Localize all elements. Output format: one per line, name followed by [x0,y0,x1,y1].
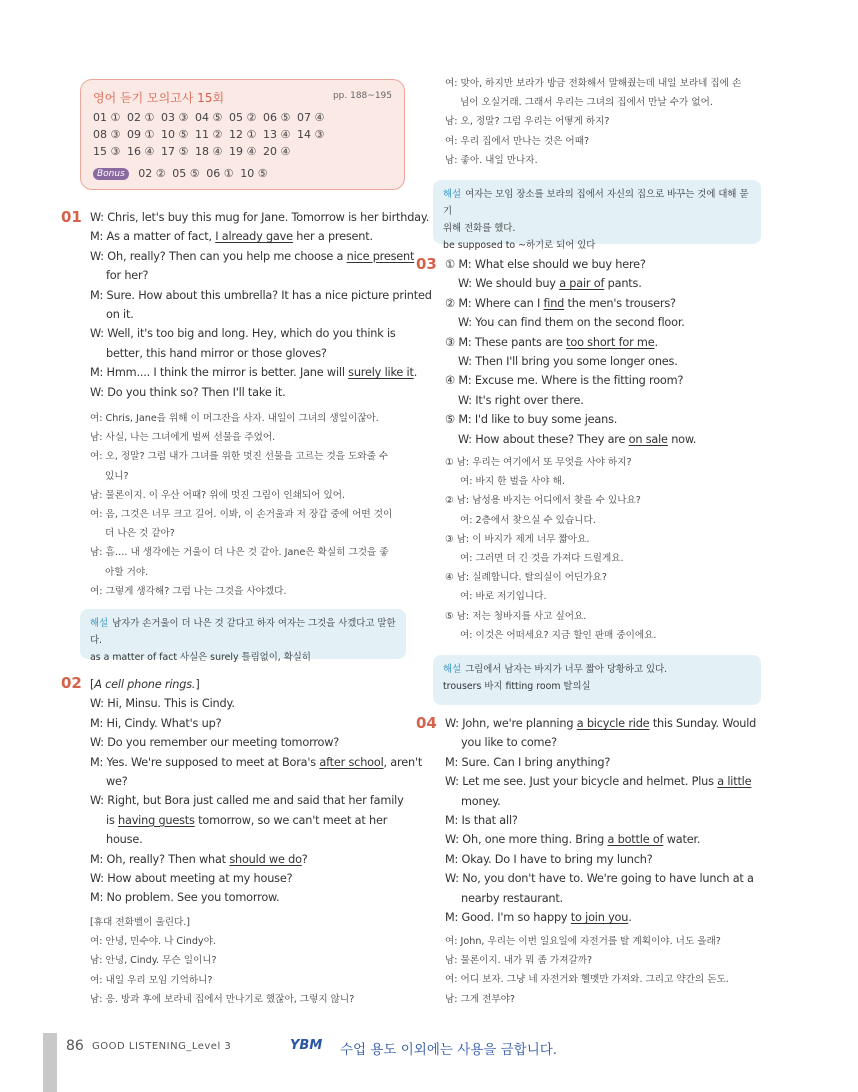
dialogue-line: ② M: Where can I find the men's trousers? [445,296,676,310]
dialogue-line: M: Hmm.... I think the mirror is better. Jane will surely like it. [90,366,418,380]
answer-cell: 02 ① [127,111,155,124]
explanation-line: 위해 전화를 했다. [443,223,516,234]
answer-blank: to join you [570,911,629,925]
explanation-line: 해설 여자는 모임 장소를 보라의 집에서 자신의 집으로 바꾸는 것에 대해 묻기 [443,189,749,217]
bonus-answer: 06 ① [206,167,234,180]
answer-row [93,109,331,126]
dialogue-line: M: No problem. See you tomorrow. [90,891,280,905]
answer-blank: on sale [628,432,668,446]
dialogue-line: W: You can find them on the second floor. [458,316,685,330]
dialogue-line: M: Hi, Cindy. What's up? [90,716,222,730]
answer-cell: 10 ⑤ [161,128,189,141]
explanation-line: as a matter of fact 사실은 surely 틀림없이, 확실히 [90,652,311,663]
dialogue-line: nearby restaurant. [461,891,564,905]
dialogue-line: better, this hand mirror or those gloves? [106,346,327,360]
bonus-answer: 02 ② [138,167,166,180]
translation-line: 여: 우리 집에서 만나는 것은 어때? [445,135,590,147]
translation-line: 남: 좋아. 내일 만나자. [445,154,538,166]
answer-blank: a bottle of [607,833,664,847]
dialogue-line: [A cell phone rings.] [90,678,200,691]
translation-line: 여: 안녕, 민수야. 나 Cindy야. [90,936,216,948]
dialogue-line: W: Right, but Bora just called me and said that her family [90,794,404,808]
dialogue-line: W: Then I'll bring you some longer ones. [458,355,678,369]
translation-line: 여: John, 우리는 이번 일요일에 자전거를 탈 계획이야. 너도 올래? [445,936,721,947]
answer-key-pages: pp. 188~195 [332,91,392,101]
dialogue-line: W: Well, it's too big and long. Hey, which do you think is [90,327,396,341]
translation-line: 더 나은 것 같아? [105,528,175,540]
dialogue-line: M: Sure. How about this umbrella? It has a nice picture printed [90,288,432,302]
translation-line: 여: 그러면 더 긴 것을 가져다 드릴게요. [460,553,624,565]
translation-04 [445,932,729,1009]
bonus-row [93,167,274,180]
answer-row [93,143,331,160]
dialogue-line: M: As a matter of fact, I already gave her a present. [90,230,373,244]
dialogue-line: W: It's right over there. [458,393,584,407]
dialogue-line: W: John, we're planning a bicycle ride this Sunday. Would [445,717,757,730]
dialogue-line: you like to come? [461,736,557,750]
explanation-line: 해설 남자가 손거울이 더 나은 것 같다고 하자 여자는 그것을 사겠다고 말한다. [90,618,396,646]
answer-cell: 03 ③ [161,111,189,124]
brand-logo: YBM [290,1038,323,1053]
answer-row [93,126,331,143]
answer-cell: 17 ⑤ [161,145,189,158]
answer-cell: 15 ③ [93,145,121,158]
dialogue-01 [90,208,432,402]
answer-grid [93,109,331,160]
translation-02-continued [445,74,741,170]
dialogue-line: M: Is that all? [445,814,518,828]
answer-cell: 13 ④ [263,128,291,141]
answer-blank: nice present [346,249,415,263]
answer-blank: a little [717,775,752,789]
translation-line: 여: 맞아, 하지만 보라가 방금 전화해서 말해줬는데 내일 보라네 집에 손 [445,78,742,89]
answer-blank: should we do [229,852,302,866]
dialogue-line: W: Do you remember our meeting tomorrow? [90,736,340,750]
question-number-02: 02 [61,674,82,692]
explanation-01 [80,609,406,663]
answer-cell: 12 ① [229,128,257,141]
translation-line: 여: 2층에서 찾으실 수 있습니다. [460,514,596,526]
answer-key-box [80,79,405,190]
translation-01 [90,409,392,601]
dialogue-line: house. [106,833,143,847]
translation-line: [휴대 전화벨이 울린다.] [90,917,191,928]
translation-line: 여: 바로 저기입니다. [460,591,547,603]
answer-blank: too short for me [566,335,655,349]
dialogue-line: W: How about these? They are on sale now. [458,432,697,446]
dialogue-line: money. [461,794,501,808]
translation-line: 남: 물론이지. 이 우산 어때? 위에 멋진 그림이 인쇄되어 있어. [90,489,346,501]
dialogue-line: is having guests tomorrow, so we can't meet at her [106,813,388,827]
dialogue-line: W: No, you don't have to. We're going to have lunch at a [445,872,754,886]
answer-blank: having guests [118,813,195,827]
bonus-answer: 05 ⑤ [172,167,200,180]
explanation-label: 해설 [443,189,462,200]
dialogue-line: M: Oh, really? Then what should we do? [90,852,308,866]
dialogue-line: ④ M: Excuse me. Where is the fitting room? [445,374,684,388]
translation-line: 여: 그렇게 생각해? 그럼 나는 그것을 사야겠다. [90,585,287,597]
footer-bar [43,1033,57,1092]
answer-cell: 19 ④ [229,145,257,158]
translation-02 [90,913,354,1009]
explanation-02 [433,180,761,251]
dialogue-line: for her? [106,269,149,283]
question-number-04: 04 [416,714,437,732]
explanation-label: 해설 [443,664,462,675]
dialogue-line: W: Let me see. Just your bicycle and helmet. Plus a little [445,775,752,789]
translation-line: 여: Chris, Jane을 위해 이 머그잔을 사자. 내일이 그녀의 생일이잖아. [90,413,379,424]
dialogue-line: M: Sure. Can I bring anything? [445,755,611,769]
answer-cell: 20 ④ [263,145,291,158]
translation-line: 있니? [105,470,129,482]
dialogue-line: on it. [106,308,134,322]
explanation-03 [433,655,761,705]
translation-line: ③ 남: 이 바지가 제게 너무 짧아요. [445,533,590,545]
translation-line: 아할 거야. [105,566,149,578]
answer-blank: surely like it [348,366,414,380]
answer-cell: 18 ④ [195,145,223,158]
explanation-line: 해설 그림에서 남자는 바지가 너무 짧아 당황하고 있다. [443,664,668,675]
dialogue-line: M: Okay. Do I have to bring my lunch? [445,852,653,866]
dialogue-line: W: Hi, Minsu. This is Cindy. [90,697,235,711]
answer-blank: I already gave [215,230,293,244]
translation-line: ① 남: 우리는 여기에서 또 무엇을 사야 하지? [445,457,632,468]
answer-cell: 16 ④ [127,145,155,158]
page-number: 86 [66,1038,84,1054]
translation-line: 남: 응. 방과 후에 보라네 집에서 만나기로 했잖아, 그렇지 않니? [90,993,355,1005]
dialogue-line: W: Oh, one more thing. Bring a bottle of water. [445,833,701,847]
translation-line: 남: 흠…. 내 생각에는 거울이 더 나은 것 같아. Jane은 확실히 그것을 좋 [90,547,389,559]
answer-cell: 06 ⑤ [263,111,291,124]
translation-line: 여: 오, 정말? 그럼 내가 그녀를 위한 멋진 선물을 고르는 것을 도와줄 수 [90,451,389,463]
translation-line: ⑤ 남: 저는 청바지를 사고 싶어요. [445,610,587,622]
dialogue-03 [445,255,696,449]
dialogue-line: M: Yes. We're supposed to meet at Bora's after school, aren't [90,755,423,769]
dialogue-line: ⑤ M: I'd like to buy some jeans. [445,413,618,427]
answer-cell: 07 ④ [297,111,325,124]
explanation-line: trousers 바지 fitting room 탈의실 [443,681,591,692]
dialogue-line: ③ M: These pants are too short for me. [445,335,658,349]
dialogue-line: W: How about meeting at my house? [90,872,293,886]
dialogue-02 [90,675,422,908]
question-number-03: 03 [416,255,437,273]
answer-blank: after school [319,755,384,769]
book-title: GOOD LISTENING_Level 3 [92,1041,232,1052]
translation-line: 님이 오실거래. 그래서 우리는 그녀의 집에서 만날 수가 없어. [460,97,713,109]
translation-line: 여: 내일 우리 모임 기억하니? [90,974,213,986]
translation-line: 남: 안녕, Cindy. 무슨 일이니? [90,955,217,967]
translation-line: 여: 이것은 어떠세요? 지금 할인 판매 중이에요. [460,629,657,641]
dialogue-line: we? [106,775,128,789]
translation-03 [445,453,657,645]
answer-key-title: 영어 듣기 모의고사 15회 [93,91,225,105]
translation-line: 남: 오, 정말? 그럼 우리는 어떻게 하지? [445,116,610,128]
stage-direction: A cell phone rings. [94,678,196,691]
bonus-answer: 10 ⑤ [240,167,268,180]
translation-line: 여: 음, 그것은 너무 크고 길어. 이봐, 이 손거울과 저 장갑 중에 어떤 것이 [90,509,393,521]
dialogue-line: M: Good. I'm so happy to join you. [445,911,632,925]
translation-line: 남: 그게 전부야? [445,993,516,1005]
translation-line: 여: 바지 한 벌을 사야 해. [460,476,565,488]
explanation-line: be supposed to ~하기로 되어 있다 [443,240,596,251]
dialogue-line: W: We should buy a pair of pants. [458,277,642,291]
question-number-01: 01 [61,208,82,226]
answer-cell: 01 ① [93,111,121,124]
answer-cell: 04 ⑤ [195,111,223,124]
dialogue-line: W: Oh, really? Then can you help me choose a nice present [90,249,415,263]
dialogue-04 [445,714,756,927]
answer-cell: 05 ② [229,111,257,124]
translation-line: 남: 물론이지. 내가 뭐 좀 가져갈까? [445,955,593,967]
translation-line: ④ 남: 실례합니다. 탈의실이 어딘가요? [445,572,607,584]
answer-cell: 11 ② [195,128,223,141]
explanation-label: 해설 [90,618,109,629]
bonus-badge: Bonus [93,168,129,180]
translation-line: 남: 사실, 나는 그녀에게 벌써 선물을 주었어. [90,432,276,444]
answer-cell: 08 ③ [93,128,121,141]
dialogue-line: W: Do you think so? Then I'll take it. [90,385,286,399]
translation-line: ② 남: 남성용 바지는 어디에서 찾을 수 있나요? [445,495,641,507]
usage-notice: 수업 용도 이외에는 사용을 금합니다. [340,1042,558,1058]
answer-blank: find [543,296,565,310]
dialogue-line: W: Chris, let's buy this mug for Jane. Tomorrow is her birthday. [90,211,430,224]
answer-cell: 09 ① [127,128,155,141]
dialogue-line: ① M: What else should we buy here? [445,258,646,271]
answer-blank: a bicycle ride [576,717,650,730]
answer-blank: a pair of [559,277,605,291]
answer-cell: 14 ③ [297,128,325,141]
translation-line: 여: 어디 보자. 그냥 네 자전거와 헬멧만 가져와. 그리고 약간의 돈도. [445,974,729,986]
